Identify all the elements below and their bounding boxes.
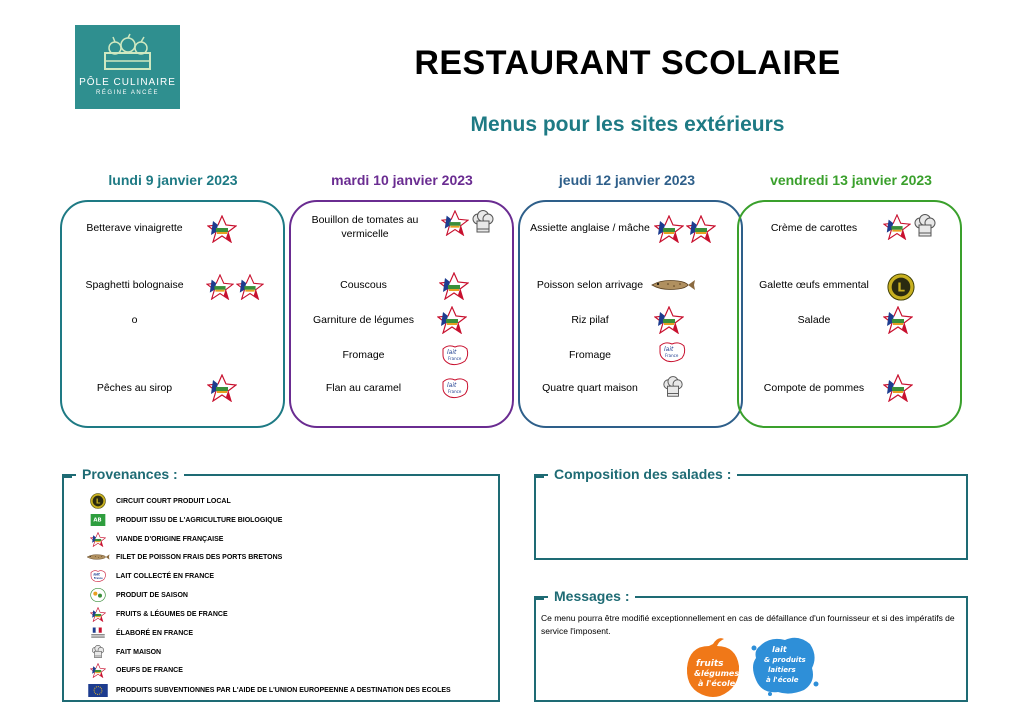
viande-francaise-icon [654,215,684,243]
legend-label: FRUITS & LÉGUMES DE FRANCE [116,610,228,618]
svg-text:fruits: fruits [696,659,724,669]
day-title-lundi: lundi 9 janvier 2023 [108,172,238,188]
lait-france-icon [440,376,470,400]
pole-culinaire-logo [75,25,180,109]
legend-label: LAIT COLLECTÉ EN FRANCE [116,572,214,580]
poisson-ports-bretons-icon [650,278,696,292]
svg-text:&légumes: &légumes [694,669,740,678]
menu-item: Poisson selon arrivage [536,279,644,291]
viande-francaise-icon [686,215,716,243]
legend-label: PRODUITS SUBVENTIONNES PAR L'AIDE DE L'UNION EUROPEENNE A DESTINATION DES ECOLES [116,686,451,694]
salades-title: Composition des salades : [548,466,737,482]
legend-row [86,644,161,660]
lait-france-icon [440,343,470,367]
lait-france-icon [657,340,687,364]
fruits-legumes-france-icon [236,274,264,300]
day-card-mardi [289,200,514,428]
oeufs-france-icon [90,663,106,678]
svg-text:laitiers: laitiers [768,666,796,674]
legend-label: ÉLABORÉ EN FRANCE [116,629,194,637]
fruits-legumes-france-icon [90,607,106,622]
fait-maison-icon [91,645,105,660]
svg-text:lait: lait [772,645,787,654]
fruits-legumes-france-icon [441,210,469,236]
legend-label: VIANDE D'ORIGINE FRANÇAISE [116,535,224,543]
legend-row [86,493,231,509]
menu-item: Flan au caramel [325,382,402,394]
day-title-vendredi: vendredi 13 janvier 2023 [770,172,932,188]
fruits-legumes-france-icon [654,306,684,334]
produit-saison-icon [89,587,107,603]
eu-flag-icon [88,684,108,697]
legend-label: CIRCUIT COURT PRODUIT LOCAL [116,497,231,505]
menu-item: Riz pilaf [571,314,609,326]
menu-item: Assiette anglaise / mâche [530,222,650,234]
menu-item: Quatre quart maison [542,382,638,394]
fruits-legumes-france-icon [883,214,911,240]
salades-panel [534,466,968,560]
lait-produits-laitiers-ecole-logo [750,634,820,696]
menu-item: Compote de pommes [763,382,865,394]
fait-maison-icon [662,376,684,400]
poisson-ports-bretons-icon [86,553,110,561]
legend-row [86,682,451,698]
fruits-legumes-ecole-logo [684,636,742,698]
viande-francaise-icon [206,274,234,300]
day-title-jeudi: jeudi 12 janvier 2023 [558,172,696,188]
legend-row [86,512,282,528]
legend-row [86,625,193,641]
menu-item: Garniture de légumes [313,314,414,326]
provenances-title: Provenances : [76,466,184,482]
lait-france-icon [89,569,107,583]
fruits-legumes-france-icon [883,374,913,402]
page-subtitle: Menus pour les sites extérieurs [470,113,785,136]
legend-label: FILET DE POISSON FRAIS DES PORTS BRETONS [116,553,283,561]
legend-label: FAIT MAISON [116,648,162,656]
menu-item: Fromage [342,349,385,361]
day-title-mardi: mardi 10 janvier 2023 [331,172,473,188]
legend-label: PRODUIT DE SAISON [116,591,188,599]
logo-line2: RÉGINE ANCÉE [95,90,159,96]
messages-panel [534,588,968,702]
menu-item: Galette œufs emmental [759,279,869,291]
agriculture-biologique-icon [90,513,106,527]
fruits-legumes-france-icon [883,306,913,334]
menu-item: Fromage [568,349,611,361]
fruits-legumes-france-icon [207,374,237,402]
menu-item: Salade [797,314,831,326]
legend-row [86,531,223,547]
logo-line1: PÔLE CULINAIRE [79,77,176,88]
legend-row [86,606,228,622]
legend-label: OEUFS DE FRANCE [116,666,183,674]
menu-item: Spaghetti bolognaise [85,279,184,291]
circuit-court-local-icon [887,273,915,301]
page-title: RESTAURANT SCOLAIRE [414,44,841,82]
menu-item: Bouillon de tomates au vermicelle [311,214,419,240]
fait-maison-icon [471,210,495,236]
menu-item: Pêches au sirop [96,382,173,394]
day-card-jeudi [518,200,743,428]
legend-row [86,662,183,678]
circuit-court-local-icon [90,493,106,509]
fruits-legumes-france-icon [207,215,237,243]
fait-maison-icon [913,214,937,240]
viande-francaise-icon [90,532,106,547]
provenances-panel [62,466,500,702]
legend-row [86,568,214,584]
viande-francaise-icon [439,272,469,300]
legend-row [86,549,282,565]
legend-row [86,587,188,603]
svg-text:& produits: & produits [764,656,806,664]
elabore-france-icon [89,626,107,641]
fruits-legumes-france-icon [437,306,467,334]
vegetable-crate-icon [95,33,160,73]
svg-text:à l'école: à l'école [766,676,799,684]
menu-item: o [131,314,138,326]
legend-label: PRODUIT ISSU DE L'AGRICULTURE BIOLOGIQUE [116,516,283,524]
menu-item: Betterave vinaigrette [86,222,183,234]
day-card-vendredi [737,200,962,428]
menu-item: Couscous [340,279,387,291]
messages-title: Messages : [548,588,635,604]
day-card-lundi [60,200,285,428]
menu-item: Crème de carottes [770,222,858,234]
svg-text:à l'école: à l'école [698,679,736,688]
messages-text: Ce menu pourra être modifié exceptionnellement en cas de défaillance d'un fournisseur et si des impératifs de service l'imposent. [541,613,955,636]
